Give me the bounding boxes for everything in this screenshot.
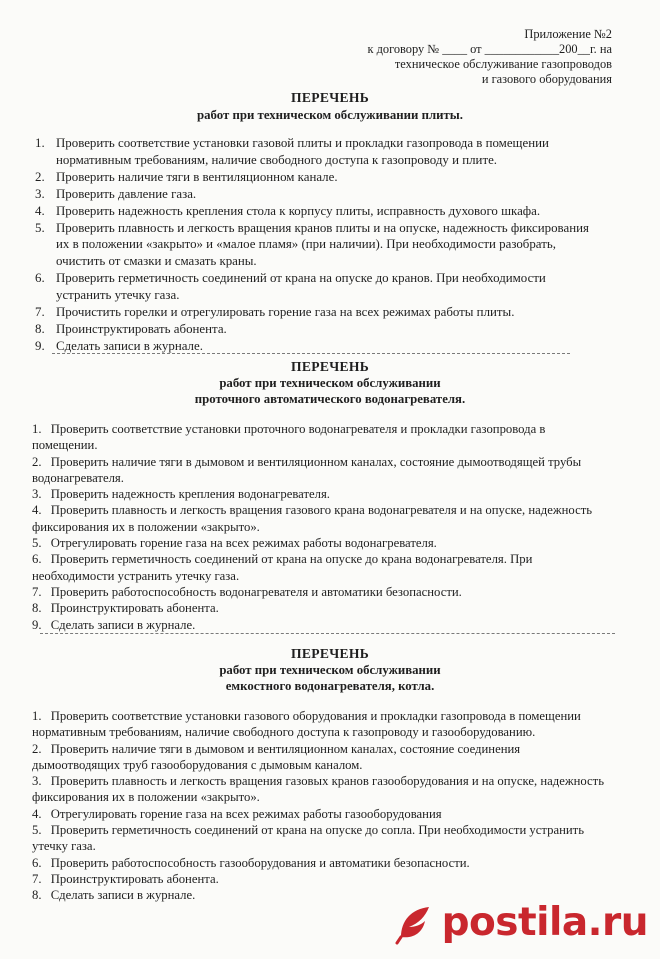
item-text: Отрегулировать горение газа на всех режимах работы газооборудования: [50, 806, 442, 821]
item-number: 7.: [32, 584, 42, 599]
item-number: 8.: [32, 601, 42, 616]
list-item: [32, 454, 607, 487]
item-number: 4.: [32, 806, 42, 821]
item-number: 4.: [32, 503, 42, 518]
item-number: 9.: [35, 338, 45, 353]
item-number: 3.: [35, 186, 45, 201]
item-text: Проверить наличие тяги в вентиляционном канале.: [56, 169, 338, 184]
section2-title: [0, 359, 660, 407]
item-text: Проинструктировать абонента.: [50, 601, 219, 616]
section-divider: [52, 353, 570, 354]
list-item: [32, 535, 607, 551]
section1-heading: ПЕРЕЧЕНЬ: [290, 90, 369, 105]
item-text: Прочистить горелки и отрегулировать горение газа на всех режимах работы плиты.: [56, 305, 515, 320]
postila-logo-icon: [395, 901, 439, 945]
appendix-header: [342, 27, 612, 87]
item-number: 2.: [32, 454, 42, 469]
item-text: Проверить работоспособность газооборудования и автоматики безопасности.: [50, 855, 470, 870]
list-item: [35, 203, 595, 220]
section1-subheading: работ при техническом обслуживании плиты.: [197, 108, 463, 122]
item-text: Проверить соответствие установки газовой плиты и прокладки газопровода в помещении нормативным требованиям, наличие свободного доступа к газопроводу и плите.: [56, 136, 549, 167]
section2-subheading-1: работ при техническом обслуживании: [219, 376, 441, 390]
list-item: [32, 600, 607, 616]
item-text: Проверить плавность и легкость вращения кранов плиты и на опуске, надежность фиксирования их в положении «закрыто» и «малое пламя» (при наличии). При необходимости разобрать, очистить от смазки и смазать краны.: [56, 220, 589, 269]
item-text: Проверить герметичность соединений от крана на опуске до сопла. При необходимости устранить утечку газа.: [32, 823, 584, 854]
section-divider: [40, 633, 615, 634]
list-item: [35, 304, 595, 321]
item-text: Проверить наличие тяги в дымовом и вентиляционном каналах, состояние соединения дымоотводящих труб газооборудования с дымовым каналом.: [32, 741, 521, 772]
item-number: 5.: [32, 823, 42, 838]
item-text: Проверить плавность и легкость вращения газового крана водонагревателя и на опуске, надежность фиксирования их в положении «закрыто».: [32, 503, 593, 534]
list-item: [32, 806, 607, 822]
appendix-contract-line: к договору № ____ от ____________200__г. на: [367, 42, 612, 56]
section2-heading: ПЕРЕЧЕНЬ: [290, 359, 369, 374]
appendix-equipment-line: и газового оборудования: [481, 72, 612, 86]
item-text: Проверить надежность крепления стола к корпусу плиты, исправность духового шкафа.: [56, 203, 541, 218]
item-text: Проверить работоспособность водонагревателя и автоматики безопасности.: [50, 584, 462, 599]
list-item: [35, 270, 595, 304]
item-number: 9.: [32, 617, 42, 632]
item-number: 1.: [32, 422, 42, 436]
item-text: Проинструктировать абонента.: [56, 321, 227, 336]
item-number: 8.: [32, 888, 42, 903]
item-text: Отрегулировать горение газа на всех режимах работы водонагревателя.: [50, 536, 437, 551]
item-number: 7.: [35, 305, 45, 320]
item-number: 4.: [35, 203, 45, 218]
section3-heading: ПЕРЕЧЕНЬ: [290, 646, 369, 661]
section2-subheading-2: проточного автоматического водонагревателя.: [194, 392, 466, 406]
item-text: Проверить соответствие установки проточного водонагревателя и прокладки газопровода в помещении.: [32, 422, 546, 453]
item-number: 1.: [35, 136, 45, 150]
item-text: Проверить давление газа.: [56, 186, 197, 201]
appendix-title: Приложение №2: [524, 27, 612, 41]
item-number: 6.: [32, 855, 42, 870]
item-text: Проверить герметичность соединений от крана на опуске до кранов. При необходимости устранить утечку газа.: [56, 271, 546, 303]
item-number: 6.: [32, 552, 42, 567]
item-text: Проинструктировать абонента.: [50, 871, 219, 886]
item-number: 8.: [35, 321, 45, 336]
postila-logo-text: postila.ru: [441, 900, 648, 945]
item-number: 7.: [32, 871, 42, 886]
item-text: Сделать записи в журнале.: [56, 338, 203, 353]
section1-list: [35, 135, 595, 355]
item-text: Проверить герметичность соединений от крана на опуске до крана водонагревателя. При необходимости устранить утечку газа.: [32, 552, 533, 583]
appendix-service-line: техническое обслуживание газопроводов: [394, 57, 612, 71]
item-text: Проверить надежность крепления водонагревателя.: [50, 487, 330, 502]
list-item: [35, 321, 595, 338]
list-item: [32, 773, 607, 806]
item-text: Сделать записи в журнале.: [50, 617, 196, 632]
item-text: Сделать записи в журнале.: [50, 888, 196, 903]
list-item: [32, 822, 607, 855]
list-item: [32, 617, 607, 633]
item-number: 5.: [35, 220, 45, 235]
section1-title: [0, 90, 660, 123]
list-item: [32, 871, 607, 887]
item-number: 6.: [35, 271, 45, 286]
item-number: 3.: [32, 774, 42, 789]
list-item: [32, 708, 607, 741]
item-text: Проверить наличие тяги в дымовом и вентиляционном каналах, состояние дымоотводящей трубы водонагревателя.: [32, 454, 582, 485]
item-number: 3.: [32, 487, 42, 502]
list-item: [32, 421, 607, 454]
section3-list: [32, 708, 607, 904]
item-number: 2.: [35, 169, 45, 184]
item-number: 1.: [32, 709, 42, 723]
list-item: [35, 135, 595, 169]
item-text: Проверить плавность и легкость вращения газовых кранов газооборудования и на опуске, надежность фиксирования их в положении «закрыто».: [32, 774, 605, 805]
list-item: [32, 551, 607, 584]
list-item: [35, 169, 595, 186]
item-number: 2.: [32, 741, 42, 756]
list-item: [32, 502, 607, 535]
section3-subheading-2: емкостного водонагревателя, котла.: [225, 679, 435, 693]
item-text: Проверить соответствие установки газового оборудования и прокладки газопровода в помещении нормативным требованиям, наличие свободного доступа к газопроводу и газооборудованию.: [32, 709, 581, 740]
list-item: [32, 584, 607, 600]
section3-subheading-1: работ при техническом обслуживании: [219, 663, 441, 677]
list-item: [35, 186, 595, 203]
postila-watermark: [395, 900, 648, 945]
list-item: [32, 855, 607, 871]
list-item: [32, 486, 607, 502]
item-number: 5.: [32, 536, 42, 551]
list-item: [35, 220, 595, 271]
section3-title: [0, 646, 660, 694]
list-item: [32, 741, 607, 774]
section2-list: [32, 421, 607, 633]
